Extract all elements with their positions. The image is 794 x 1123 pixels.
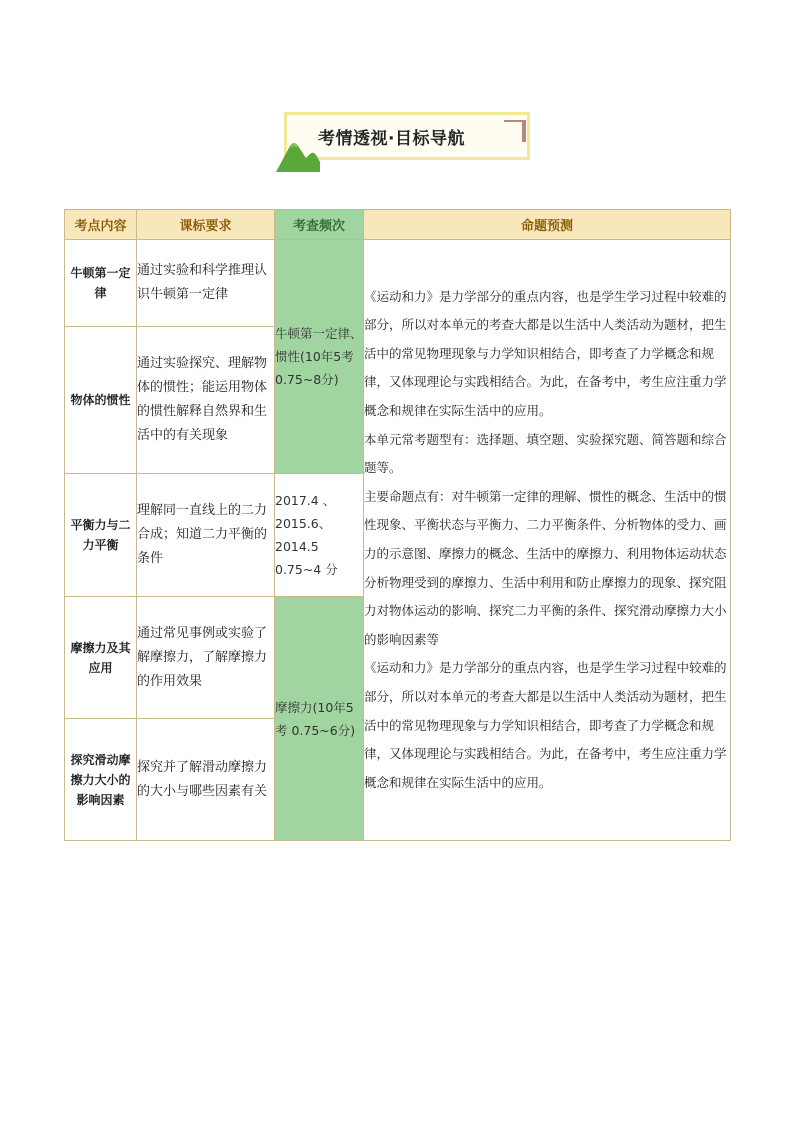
requirement-cell: 探究并了解滑动摩擦力的大小与哪些因素有关 (137, 719, 275, 841)
topic-cell: 平衡力与二力平衡 (65, 474, 137, 597)
mountain-icon (276, 132, 320, 172)
banner-corner-bar (522, 120, 526, 142)
requirement-cell: 通过实验和科学推理认识牛顿第一定律 (137, 240, 275, 327)
section-banner (276, 112, 532, 170)
header-prediction: 命题预测 (364, 210, 731, 240)
topic-cell: 牛顿第一定律 (65, 240, 137, 327)
header-requirement: 课标要求 (137, 210, 275, 240)
frequency-cell: 摩擦力(10年5考 0.75~6分) (275, 597, 364, 841)
requirement-cell: 通过实验探究、理解物体的惯性；能运用物体的惯性解释自然界和生活中的有关现象 (137, 327, 275, 474)
topic-cell: 探究滑动摩擦力大小的影响因素 (65, 719, 137, 841)
exam-analysis-table (64, 209, 731, 841)
frequency-cell: 牛顿第一定律、惯性(10年5考 0.75~8分) (275, 240, 364, 474)
prediction-paragraph: 《运动和力》是力学部分的重点内容，也是学生学习过程中较难的部分，所以对本单元的考查大都是以生活中人类活动为题材，把生活中的常见物理现象与力学知识相结合，即考查了力学概念和规律，又体现理论与实践相结合。为此，在备考中，考生应注重力学概念和规律在实际生活中的应用。 (364, 288, 727, 419)
banner-title: 考情透视·目标导航 (318, 129, 465, 149)
requirement-cell: 理解同一直线上的二力合成；知道二力平衡的条件 (137, 474, 275, 597)
header-topic: 考点内容 (65, 210, 137, 240)
topic-cell: 物体的惯性 (65, 327, 137, 474)
frequency-cell: 2017.4 、2015.6、2014.5 0.75~4 分 (275, 474, 364, 597)
prediction-cell (364, 240, 731, 841)
prediction-paragraph: 本单元常考题型有：选择题、填空题、实验探究题、简答题和综合题等。 (364, 431, 727, 476)
prediction-paragraph: 《运动和力》是力学部分的重点内容，也是学生学习过程中较难的部分，所以对本单元的考查大都是以生活中人类活动为题材，把生活中的常见物理现象与力学知识相结合，即考查了力学概念和规律，又体现理论与实践相结合。为此，在备考中，考生应注重力学概念和规律在实际生活中的应用。 (364, 660, 727, 790)
header-frequency: 考查频次 (275, 210, 364, 240)
table-row (65, 240, 731, 327)
prediction-paragraph: 主要命题点有：对牛顿第一定律的理解、惯性的概念、生活中的惯性现象、平衡状态与平衡力、二力平衡条件、分析物体的受力、画力的示意图、摩擦力的概念、生活中的摩擦力、利用物体运动状态分析物理受到的摩擦力、生活中利用和防止摩擦力的现象、探究阻力对物体运动的影响、探究二力平衡的条件、探究滑动摩擦力大小的影响因素等 (364, 488, 727, 647)
table-header-row (65, 210, 731, 240)
topic-cell: 摩擦力及其应用 (65, 597, 137, 719)
requirement-cell: 通过常见事例或实验了解摩擦力，了解摩擦力的作用效果 (137, 597, 275, 719)
